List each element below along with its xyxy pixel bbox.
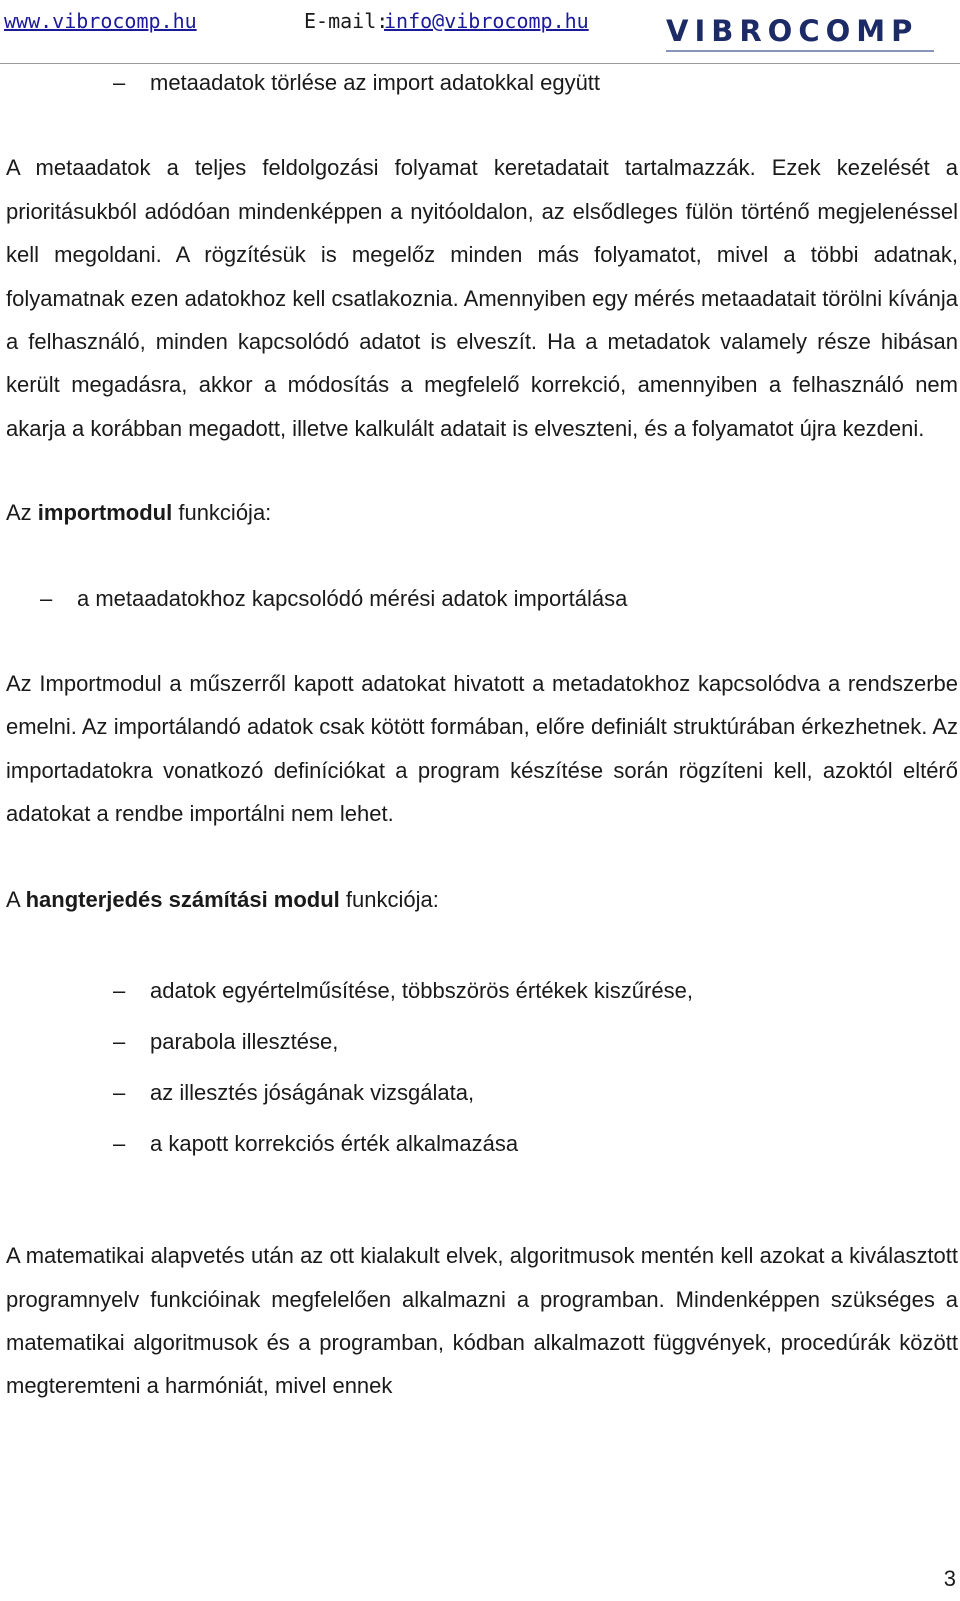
list-item-text: adatok egyértelműsítése, többszörös értékek kiszűrése, — [150, 978, 693, 1004]
dash-bullet: – — [113, 1131, 126, 1157]
email-link[interactable]: info@vibrocomp.hu — [384, 9, 589, 33]
list-item — [6, 1067, 958, 1118]
document-body — [6, 61, 958, 1408]
logo-underline — [666, 50, 934, 52]
import-module-term: importmodul — [37, 500, 173, 526]
dash-bullet: – — [113, 70, 126, 95]
vibrocomp-logo: VIBROCOMP — [666, 14, 919, 48]
page-header — [0, 0, 960, 66]
website-link[interactable]: www.vibrocomp.hu — [4, 9, 197, 33]
calc-module-term: hangterjedés számítási modul — [25, 886, 340, 912]
dash-bullet: – — [113, 978, 126, 1004]
list-item — [6, 1016, 958, 1067]
list-item-text: parabola illesztése, — [150, 1029, 339, 1055]
dash-bullet: – — [113, 1080, 126, 1106]
list-item-text: az illesztés jóságának vizsgálata, — [150, 1080, 475, 1106]
paragraph-import: Az Importmodul a műszerről kapott adatokat hivatott a metadatokhoz kapcsolódva a rendszerbe emelni. Az importálandó adatok csak kötött formában, előre definiált struktúrában érkezhetnek. Az importadatokra vonatkozó definíciókat a program készítése során rögzíteni kell, azoktól eltérő adatokat a rendbe importálni nem lehet. — [6, 671, 958, 827]
list-item — [6, 1118, 958, 1169]
list-item — [6, 61, 958, 104]
calc-module-heading: A hangterjedés számítási modul funkciója: — [6, 886, 439, 912]
page-number: 3 — [943, 1566, 956, 1591]
dash-bullet: – — [113, 1029, 126, 1055]
paragraph-math: A matematikai alapvetés után az ott kialakult elvek, algoritmusok mentén kell azokat a kiválasztott programnyelv funkcióinak megfelelően alkalmazni a programban. Mindenképpen szükséges a matematikai algoritmusok és a programban, kódban alkalmazott függvények, procedúrák között megteremteni a harmóniát, mivel ennek — [6, 1243, 958, 1399]
list-item-text: a kapott korrekciós érték alkalmazása — [150, 1131, 519, 1157]
list-item-text: metaadatok törlése az import adatokkal együtt — [150, 70, 601, 95]
calc-function-list — [6, 965, 958, 1169]
dash-bullet: – — [40, 585, 53, 611]
list-item-text: a metaadatokhoz kapcsolódó mérési adatok importálása — [77, 585, 628, 611]
list-item — [6, 965, 958, 1016]
list-item — [6, 577, 958, 620]
import-module-heading: Az importmodul funkciója: — [6, 500, 272, 526]
paragraph-metadata: A metaadatok a teljes feldolgozási folyamat keretadatait tartalmazzák. Ezek kezelését a prioritásukból adódóan mindenképpen a nyitóoldalon, az elsődleges fülön történő megjelenéssel kell megoldani. A rögzítésük is megelőz minden más folyamatot, mivel a többi adatnak, folyamatnak ezen adatokhoz kell csatlakoznia. Amennyiben egy mérés metaadatait törölni kívánja a felhasználó, minden kapcsolódó adatot is elveszít. Ha a metadatok valamely része hibásan került megadásra, akkor a módosítás a megfelelő korrekció, amennyiben a felhasználó nem akarja a korábban megadott, illetve kalkulált adatait is elveszteni, és a folyamatot újra kezdeni. — [6, 155, 958, 441]
email-label: E-mail: — [304, 9, 389, 33]
